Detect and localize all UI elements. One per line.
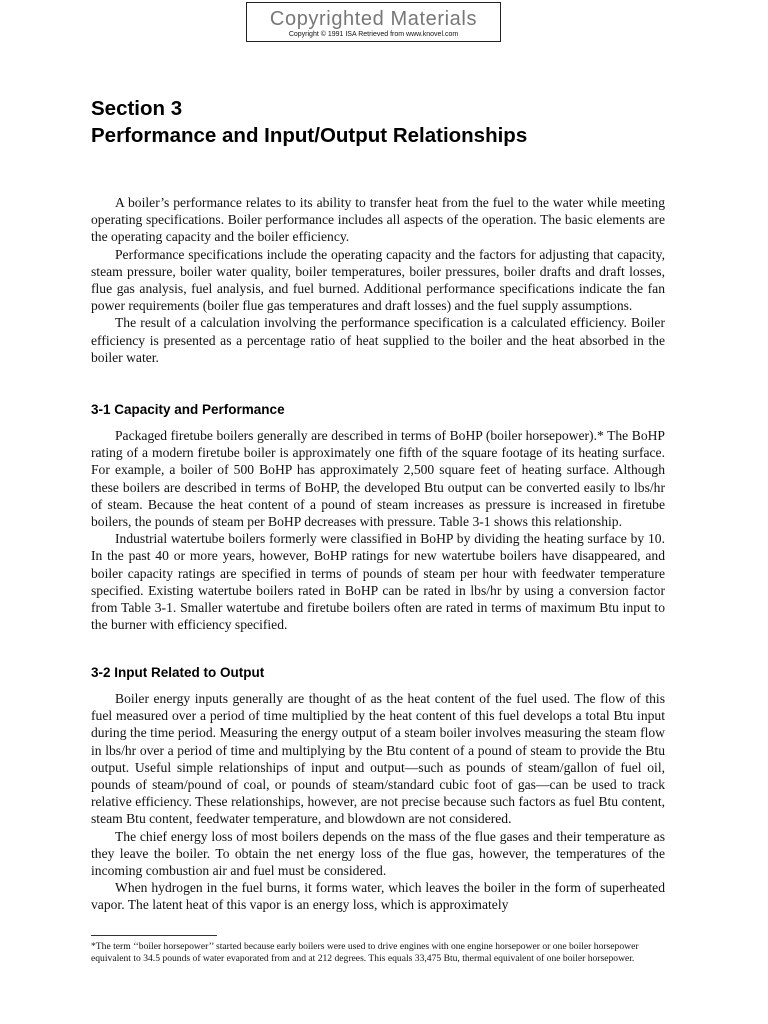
subsection-3-1-text (91, 427, 665, 633)
copyright-stamp (246, 2, 501, 42)
paragraph: The result of a calculation involving the performance specification is a calculated efficiency. Boiler efficiency is presented as a percentage ratio of heat supplied to the boiler and the heat absorbed in the boiler water. (91, 315, 665, 365)
section-title: Performance and Input/Output Relationships (91, 124, 528, 147)
paragraph: Packaged firetube boilers generally are described in terms of BoHP (boiler horsepower).* The BoHP rating of a modern firetube boiler is approximately one fifth of the square footage of its heating surface. For example, a boiler of 500 BoHP has approximately 2,500 square feet of heating surface. Although these boilers are described in terms of BoHP, the developed Btu output can be converted easily to lbs/hr of steam. Because the heat content of a pound of steam increases as pressure is increased in firetube boilers, the pounds of steam per BoHP decreases with pressure. Table 3-1 shows this relationship. (91, 428, 665, 530)
section-number: Section 3 (91, 97, 183, 120)
stamp-subtitle: Copyright © 1991 ISA Retrieved from www.knovel.com (288, 31, 459, 38)
footnote-divider (91, 935, 217, 936)
stamp-title: Copyrighted Materials (269, 8, 478, 30)
paragraph: Performance specifications include the operating capacity and the factors for adjusting that capacity, steam pressure, boiler water quality, boiler temperatures, boiler pressures, boiler drafts and draft losses, flue gas analysis, fuel analysis, and fuel burned. Additional performance specifications indicate the fan power requirements (boiler flue gas temperatures and draft losses) and the fuel supply assumptions. (91, 246, 665, 314)
paragraph: When hydrogen in the fuel burns, it forms water, which leaves the boiler in the form of superheated vapor. The latent heat of this vapor is an energy loss, which is approximately (91, 880, 665, 913)
section-heading (91, 95, 691, 149)
paragraph: A boiler’s performance relates to its ability to transfer heat from the fuel to the water while meeting operating specifications. Boiler performance includes all aspects of the operation. The basic elements are the operating capacity and the boiler efficiency. (91, 195, 665, 245)
intro-text (91, 194, 665, 366)
paragraph: The chief energy loss of most boilers depends on the mass of the flue gases and their temperature as they leave the boiler. To obtain the net energy loss of the flue gas, however, the temperatures of the incoming combustion air and fuel must be considered. (91, 828, 665, 879)
paragraph: Industrial watertube boilers formerly were classified in BoHP by dividing the heating surface by 10. In the past 40 or more years, however, BoHP ratings for new watertube boilers have disappeared, and boiler capacity ratings are specified in terms of pounds of steam per hour with feedwater temperature specified. Existing watertube boilers rated in BoHP can be rated in lbs/hr by using a conversion factor from Table 3-1. Smaller watertube and firetube boilers often are rated in terms of maximum Btu input to the burner with efficiency specified. (91, 531, 665, 633)
subsection-heading-3-2: 3-2 Input Related to Output (91, 665, 265, 680)
paragraph: Boiler energy inputs generally are thought of as the heat content of the fuel used. The flow of this fuel measured over a period of time multiplied by the heat content of this fuel develops a total Btu input during the time period. Measuring the energy output of a steam boiler involves measuring the steam flow in lbs/hr over a period of time and multiplying by the Btu content of a pound of steam to provide the Btu output. Useful simple relationships of input and output—such as pounds of steam/gallon of fuel oil, pounds of steam/pound of coal, or pounds of steam/standard cubic foot of gas—can be used to track relative efficiency. These relationships, however, are not precise because such factors as fuel Btu content, steam Btu content, feedwater temperature, and blowdown are not considered. (91, 691, 665, 827)
footnote: *The term ‘‘boiler horsepower’’ started because early boilers were used to drive engines with one engine horsepower or one boiler horsepower equivalent to 34.5 pounds of water evaporated from and at 212 degrees. This equals 33,475 Btu, thermal equivalent of one boiler horsepower. (91, 941, 639, 965)
subsection-heading-3-1: 3-1 Capacity and Performance (91, 402, 285, 417)
subsection-3-2-text (91, 690, 665, 914)
